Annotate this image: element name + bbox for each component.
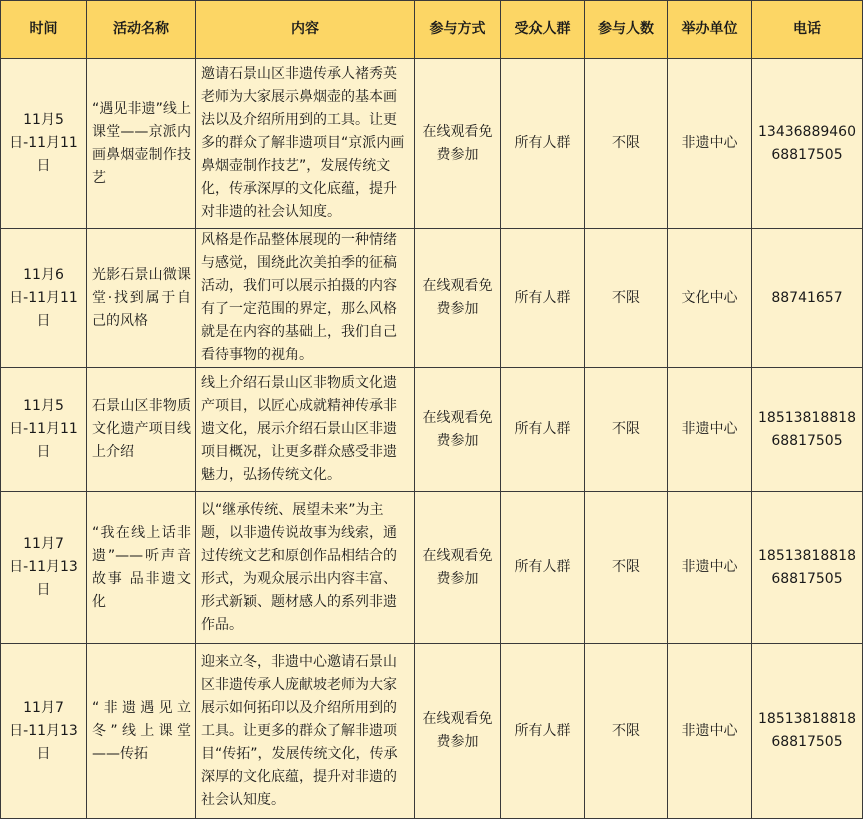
time-cell: 11月7日-11月13日 <box>1 644 87 819</box>
table-row <box>1 644 863 819</box>
phone-cell: 18513818818 68817505 <box>752 492 863 644</box>
organizer-cell: 非遗中心 <box>668 368 752 492</box>
content-cell: 迎来立冬，非遗中心邀请石景山区非遗传承人庞献坡老师为大家展示如何拓印以及介绍所用到的工具。让更多的群众了解非遗项目“传拓”，发展传统文化，传承深厚的文化底蕴，提升对非遗的社会认知度。 <box>196 644 415 819</box>
phone-cell: 18513818818 68817505 <box>752 368 863 492</box>
method-cell: 在线观看免费参加 <box>415 368 501 492</box>
method-cell: 在线观看免费参加 <box>415 229 501 368</box>
table-row <box>1 368 863 492</box>
audience-cell: 所有人群 <box>501 644 585 819</box>
content-cell: 风格是作品整体展现的一种情绪与感觉，围绕此次美拍季的征稿活动，我们可以展示拍摄的内容有了一定范围的界定，那么风格就是在内容的基础上，我们自己看待事物的视角。 <box>196 229 415 368</box>
time-cell: 11月5日-11月11日 <box>1 59 87 229</box>
count-cell: 不限 <box>585 492 668 644</box>
table-row <box>1 492 863 644</box>
count-cell: 不限 <box>585 59 668 229</box>
header-activity-name: 活动名称 <box>87 1 196 59</box>
header-organizer: 举办单位 <box>668 1 752 59</box>
content-cell: 以“继承传统、展望未来”为主题，以非遗传说故事为线索，通过传统文艺和原创作品相结合的形式，为观众展示出内容丰富、形式新颖、题材感人的系列非遗作品。 <box>196 492 415 644</box>
header-row <box>1 1 863 59</box>
header-time: 时间 <box>1 1 87 59</box>
count-cell: 不限 <box>585 229 668 368</box>
organizer-cell: 文化中心 <box>668 229 752 368</box>
audience-cell: 所有人群 <box>501 492 585 644</box>
content-cell: 线上介绍石景山区非物质文化遗产项目，以匠心成就精神传承非遗文化，展示介绍石景山区非遗项目概况，让更多群众感受非遗魅力，弘扬传统文化。 <box>196 368 415 492</box>
time-cell: 11月7日-11月13日 <box>1 492 87 644</box>
header-phone: 电话 <box>752 1 863 59</box>
audience-cell: 所有人群 <box>501 59 585 229</box>
table-row <box>1 59 863 229</box>
method-cell: 在线观看免费参加 <box>415 492 501 644</box>
activity-name-cell: “我在线上话非遗”——听声音故事 品非遗文化 <box>87 492 196 644</box>
method-cell: 在线观看免费参加 <box>415 59 501 229</box>
header-content: 内容 <box>196 1 415 59</box>
header-participation-method: 参与方式 <box>415 1 501 59</box>
content-cell: 邀请石景山区非遗传承人褚秀英老师为大家展示鼻烟壶的基本画法以及介绍所用到的工具。让更多的群众了解非遗项目“京派内画鼻烟壶制作技艺”，发展传统文化，传承深厚的文化底蕴，提升对非遗的社会认知度。 <box>196 59 415 229</box>
organizer-cell: 非遗中心 <box>668 644 752 819</box>
activity-name-cell: “遇见非遗”线上课堂——京派内画鼻烟壶制作技艺 <box>87 59 196 229</box>
organizer-cell: 非遗中心 <box>668 59 752 229</box>
phone-cell: 18513818818 68817505 <box>752 644 863 819</box>
count-cell: 不限 <box>585 644 668 819</box>
count-cell: 不限 <box>585 368 668 492</box>
phone-cell: 88741657 <box>752 229 863 368</box>
time-cell: 11月6日-11月11日 <box>1 229 87 368</box>
audience-cell: 所有人群 <box>501 229 585 368</box>
activity-name-cell: 光影石景山微课堂·找到属于自己的风格 <box>87 229 196 368</box>
header-audience: 受众人群 <box>501 1 585 59</box>
phone-cell: 13436889460 68817505 <box>752 59 863 229</box>
header-participant-count: 参与人数 <box>585 1 668 59</box>
method-cell: 在线观看免费参加 <box>415 644 501 819</box>
organizer-cell: 非遗中心 <box>668 492 752 644</box>
table-row <box>1 229 863 368</box>
activity-name-cell: 石景山区非物质文化遗产项目线上介绍 <box>87 368 196 492</box>
activity-name-cell: “非遗遇见立冬”线上课堂——传拓 <box>87 644 196 819</box>
time-cell: 11月5日-11月11日 <box>1 368 87 492</box>
audience-cell: 所有人群 <box>501 368 585 492</box>
